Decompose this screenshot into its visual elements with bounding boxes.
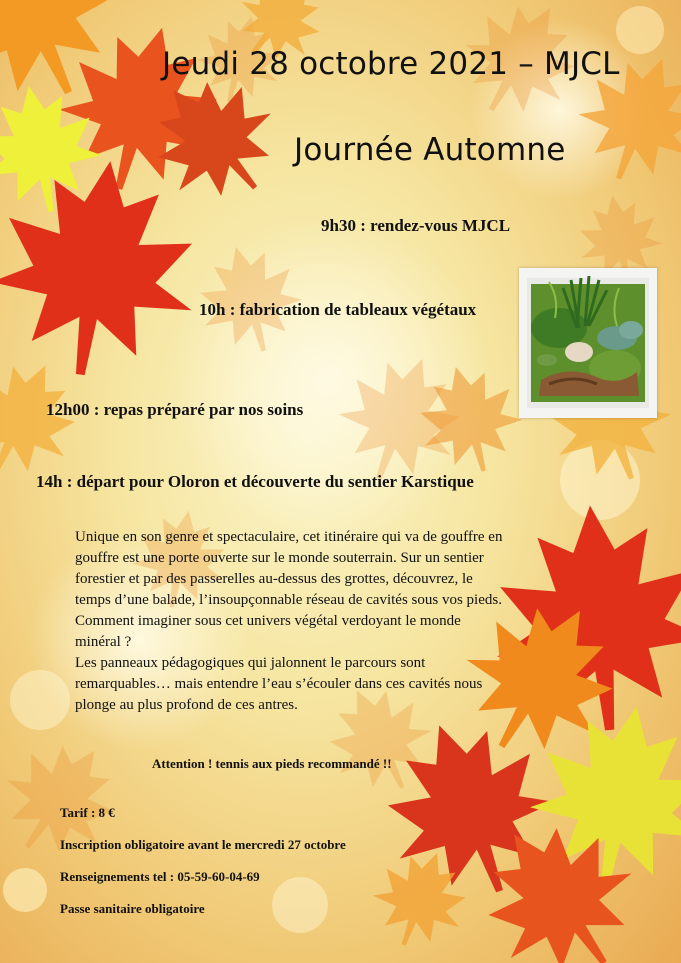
schedule-item-workshop: 10h : fabrication de tableaux végétaux xyxy=(199,300,477,319)
schedule-item-departure: 14h : départ pour Oloron et découverte du sentier Karstique xyxy=(36,472,474,491)
trail-description xyxy=(75,527,505,716)
date-heading: Jeudi 28 octobre 2021 – MJCL xyxy=(162,46,620,82)
description-paragraph: Les panneaux pédagogiques qui jalonnent le parcours sont remarquables… mais entendre l’eau s’écouler dans ces cavités nous plonge au plus profond de ces antres. xyxy=(75,655,483,713)
health-pass-info: Passe sanitaire obligatoire xyxy=(60,901,205,916)
price-info: Tarif : 8 € xyxy=(60,805,115,820)
description-paragraph: Comment imaginer sous cet univers végétal verdoyant le monde minéral ? xyxy=(75,613,461,650)
schedule-item-rendezvous: 9h30 : rendez-vous MJCL xyxy=(321,216,511,235)
footwear-notice: Attention ! tennis aux pieds recommandé !! xyxy=(152,756,392,771)
vegetal-frame-photo xyxy=(519,268,657,418)
schedule-item-lunch: 12h00 : repas préparé par nos soins xyxy=(46,400,304,419)
contact-phone: Renseignements tel : 05-59-60-04-69 xyxy=(60,869,260,884)
description-paragraph: Unique en son genre et spectaculaire, cet itinéraire qui va de gouffre en gouffre est une porte ouverte sur le monde souterrain. Sur un sentier forestier et par des passerelles au-dessus des grottes, découvrez, le temps d’une balade, l’insoupçonnable réseau de cavités sous vos pieds. xyxy=(75,529,503,608)
registration-info: Inscription obligatoire avant le mercredi 27 octobre xyxy=(60,837,346,852)
event-title: Journée Automne xyxy=(294,132,566,168)
